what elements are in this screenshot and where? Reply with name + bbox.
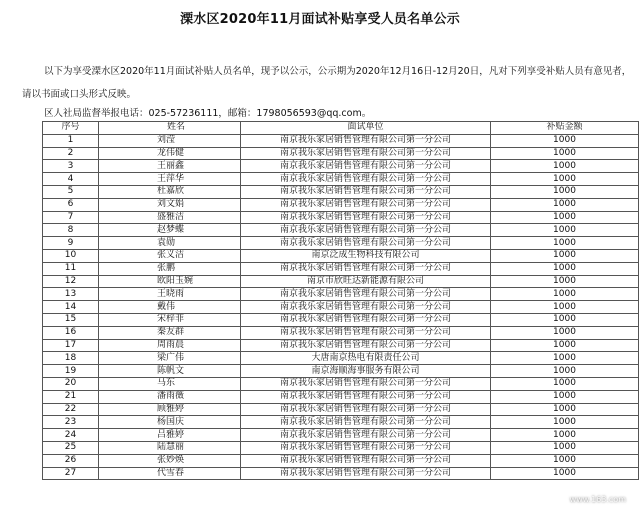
cell-amount: 1000 [491, 134, 639, 147]
cell-seq: 16 [43, 326, 99, 339]
cell-unit: 南京我乐家居销售管理有限公司第一分公司 [241, 224, 491, 237]
cell-unit: 南京我乐家居销售管理有限公司第一分公司 [241, 377, 491, 390]
cell-unit: 大唐南京热电有限责任公司 [241, 352, 491, 365]
table-row [43, 365, 639, 378]
cell-amount: 1000 [491, 147, 639, 160]
cell-amount: 1000 [491, 249, 639, 262]
header-name: 姓名 [99, 122, 241, 135]
cell-name: 陈帆文 [99, 365, 241, 378]
cell-unit: 南京我乐家居销售管理有限公司第一分公司 [241, 339, 491, 352]
cell-unit: 南京我乐家居销售管理有限公司第一分公司 [241, 416, 491, 429]
cell-amount: 1000 [491, 262, 639, 275]
cell-name: 戴伟 [99, 301, 241, 314]
cell-unit: 南京我乐家居销售管理有限公司第一分公司 [241, 237, 491, 250]
cell-name: 宋梓菲 [99, 313, 241, 326]
table-row [43, 224, 639, 237]
cell-amount: 1000 [491, 160, 639, 173]
cell-name: 周雨晨 [99, 339, 241, 352]
cell-unit: 南京我乐家居销售管理有限公司第一分公司 [241, 454, 491, 467]
report-contact-line: 区人社局监督举报电话：025-57236111，邮箱：1798056593@qq.com。 [44, 108, 372, 119]
table-row [43, 454, 639, 467]
table-row [43, 326, 639, 339]
cell-name: 马东 [99, 377, 241, 390]
cell-name: 欧阳玉婉 [99, 275, 241, 288]
cell-seq: 2 [43, 147, 99, 160]
cell-unit: 南京我乐家居销售管理有限公司第一分公司 [241, 441, 491, 454]
cell-unit: 南京我乐家居销售管理有限公司第一分公司 [241, 326, 491, 339]
cell-seq: 14 [43, 301, 99, 314]
cell-seq: 18 [43, 352, 99, 365]
cell-unit: 南京我乐家居销售管理有限公司第一分公司 [241, 467, 491, 480]
table-row [43, 429, 639, 442]
cell-name: 龙伟健 [99, 147, 241, 160]
cell-seq: 21 [43, 390, 99, 403]
cell-seq: 24 [43, 429, 99, 442]
cell-amount: 1000 [491, 326, 639, 339]
cell-name: 杜嘉欣 [99, 185, 241, 198]
cell-seq: 4 [43, 173, 99, 186]
cell-amount: 1000 [491, 198, 639, 211]
cell-amount: 1000 [491, 224, 639, 237]
cell-unit: 南京我乐家居销售管理有限公司第一分公司 [241, 147, 491, 160]
cell-amount: 1000 [491, 416, 639, 429]
cell-amount: 1000 [491, 441, 639, 454]
table-row [43, 160, 639, 173]
table-body [43, 134, 639, 480]
cell-unit: 南京我乐家居销售管理有限公司第一分公司 [241, 390, 491, 403]
cell-name: 盛雅洁 [99, 211, 241, 224]
table-row [43, 237, 639, 250]
cell-seq: 3 [43, 160, 99, 173]
cell-seq: 19 [43, 365, 99, 378]
cell-amount: 1000 [491, 467, 639, 480]
table-row [43, 249, 639, 262]
cell-seq: 11 [43, 262, 99, 275]
cell-seq: 6 [43, 198, 99, 211]
cell-amount: 1000 [491, 185, 639, 198]
cell-unit: 南京我乐家居销售管理有限公司第一分公司 [241, 160, 491, 173]
cell-unit: 南京我乐家居销售管理有限公司第一分公司 [241, 185, 491, 198]
cell-unit: 南京我乐家居销售管理有限公司第一分公司 [241, 288, 491, 301]
cell-name: 刘文娟 [99, 198, 241, 211]
table-row [43, 134, 639, 147]
table-row [43, 211, 639, 224]
cell-amount: 1000 [491, 301, 639, 314]
cell-amount: 1000 [491, 403, 639, 416]
table-row [43, 377, 639, 390]
cell-seq: 23 [43, 416, 99, 429]
cell-seq: 1 [43, 134, 99, 147]
cell-amount: 1000 [491, 390, 639, 403]
cell-unit: 南京我乐家居销售管理有限公司第一分公司 [241, 429, 491, 442]
cell-name: 代雪春 [99, 467, 241, 480]
cell-name: 张妙焕 [99, 454, 241, 467]
table-row [43, 173, 639, 186]
table-row [43, 262, 639, 275]
cell-amount: 1000 [491, 211, 639, 224]
cell-seq: 27 [43, 467, 99, 480]
cell-unit: 南京市欣旺达新能源有限公司 [241, 275, 491, 288]
cell-amount: 1000 [491, 429, 639, 442]
cell-amount: 1000 [491, 275, 639, 288]
table-row [43, 313, 639, 326]
cell-name: 梁广伟 [99, 352, 241, 365]
table-header-row [43, 122, 639, 135]
cell-amount: 1000 [491, 339, 639, 352]
cell-unit: 南京我乐家居销售管理有限公司第一分公司 [241, 198, 491, 211]
cell-seq: 17 [43, 339, 99, 352]
cell-amount: 1000 [491, 237, 639, 250]
cell-amount: 1000 [491, 365, 639, 378]
table-row [43, 390, 639, 403]
table-row [43, 288, 639, 301]
cell-amount: 1000 [491, 288, 639, 301]
cell-name: 袁勋 [99, 237, 241, 250]
cell-seq: 20 [43, 377, 99, 390]
cell-unit: 南京我乐家居销售管理有限公司第一分公司 [241, 134, 491, 147]
table-row [43, 339, 639, 352]
table-row [43, 275, 639, 288]
header-amount: 补贴金额 [491, 122, 639, 135]
table-row [43, 185, 639, 198]
cell-unit: 南京泛成生物科技有限公司 [241, 249, 491, 262]
cell-name: 陆慧丽 [99, 441, 241, 454]
header-seq: 序号 [43, 122, 99, 135]
cell-unit: 南京我乐家居销售管理有限公司第一分公司 [241, 211, 491, 224]
cell-name: 赵梦蝶 [99, 224, 241, 237]
table-row [43, 403, 639, 416]
cell-seq: 5 [43, 185, 99, 198]
cell-seq: 12 [43, 275, 99, 288]
table-row [43, 352, 639, 365]
cell-name: 顾雅婷 [99, 403, 241, 416]
cell-name: 张义洁 [99, 249, 241, 262]
cell-unit: 南京我乐家居销售管理有限公司第一分公司 [241, 301, 491, 314]
cell-amount: 1000 [491, 454, 639, 467]
cell-name: 吕雅婷 [99, 429, 241, 442]
table-row [43, 441, 639, 454]
cell-seq: 10 [43, 249, 99, 262]
cell-name: 王萍华 [99, 173, 241, 186]
cell-amount: 1000 [491, 313, 639, 326]
intro-paragraph: 以下为享受溧水区2020年11月面试补贴人员名单，现予以公示，公示期为2020年12月16日-12月20日，凡对下列享受补贴人员有意见者，请以书面或口头形式反映。 [22, 66, 632, 100]
cell-name: 杨国庆 [99, 416, 241, 429]
table-row [43, 416, 639, 429]
document-title: 溧水区2020年11月面试补贴享受人员名单公示 [180, 12, 460, 27]
cell-name: 张鹏 [99, 262, 241, 275]
cell-seq: 25 [43, 441, 99, 454]
table-row [43, 198, 639, 211]
table-row [43, 467, 639, 480]
cell-seq: 7 [43, 211, 99, 224]
cell-name: 王晓雨 [99, 288, 241, 301]
cell-seq: 8 [43, 224, 99, 237]
cell-seq: 26 [43, 454, 99, 467]
cell-unit: 南京我乐家居销售管理有限公司第一分公司 [241, 313, 491, 326]
table-row [43, 301, 639, 314]
cell-seq: 13 [43, 288, 99, 301]
cell-unit: 南京我乐家居销售管理有限公司第一分公司 [241, 262, 491, 275]
cell-unit: 南京我乐家居销售管理有限公司第一分公司 [241, 403, 491, 416]
table-row [43, 147, 639, 160]
cell-name: 刘滢 [99, 134, 241, 147]
watermark: www.163.com [569, 495, 626, 504]
cell-amount: 1000 [491, 352, 639, 365]
cell-name: 秦友群 [99, 326, 241, 339]
cell-unit: 南京我乐家居销售管理有限公司第一分公司 [241, 173, 491, 186]
cell-unit: 南京海顺海事服务有限公司 [241, 365, 491, 378]
cell-seq: 22 [43, 403, 99, 416]
cell-amount: 1000 [491, 377, 639, 390]
header-unit: 面试单位 [241, 122, 491, 135]
cell-seq: 15 [43, 313, 99, 326]
cell-seq: 9 [43, 237, 99, 250]
cell-name: 王丽鑫 [99, 160, 241, 173]
cell-name: 潘雨薇 [99, 390, 241, 403]
subsidy-roster-table [42, 121, 639, 480]
cell-amount: 1000 [491, 173, 639, 186]
